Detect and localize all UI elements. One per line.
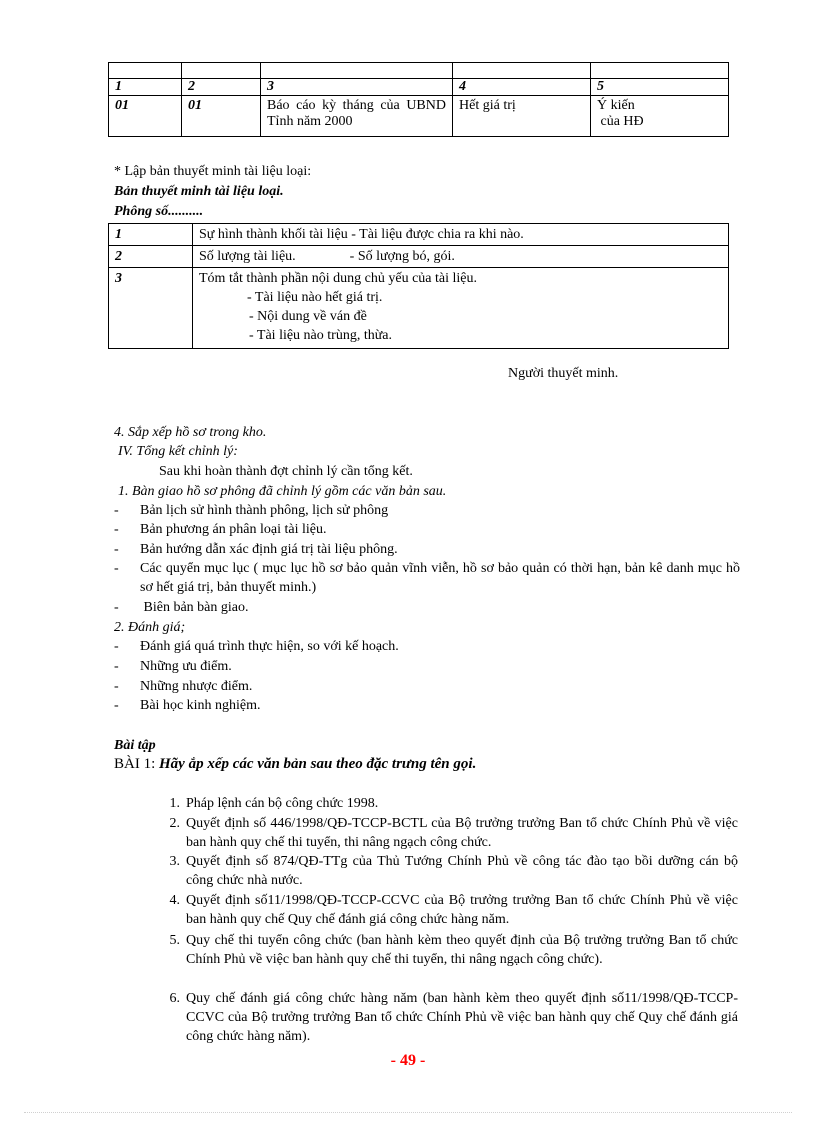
row-text xyxy=(193,246,729,268)
count-bundles: - Số lượng bó, gói. xyxy=(349,249,455,264)
handover-title: 1. Bàn giao hồ sơ phông đã chỉnh lý gồm các văn bản sau. xyxy=(118,484,447,499)
signer: Người thuyết minh. xyxy=(508,366,619,381)
list-item: - Biên bản bàn giao. xyxy=(114,600,249,615)
list-item: - Bài học kinh nghiệm. xyxy=(114,698,261,713)
exercise-1 xyxy=(114,755,476,774)
table-row xyxy=(109,268,729,349)
section-4: 4. Sắp xếp hồ sơ trong kho. xyxy=(114,425,267,440)
count-docs: Số lượng tài liệu. xyxy=(199,249,296,264)
table-row-empty xyxy=(109,63,729,79)
list-item: - Bản phương án phân loại tài liệu. xyxy=(114,522,327,537)
exercise-heading: Bài tập xyxy=(114,738,156,753)
list-item: - Bản lịch sử hình thành phông, lịch sử phông xyxy=(114,503,389,518)
list-item: - Những ưu điểm. xyxy=(114,659,232,674)
header-cell: 5 xyxy=(591,79,729,96)
list-item: - Những nhược điểm. xyxy=(114,679,253,694)
list-item: 2. Quyết định số 446/1998/QĐ-TCCP-BCTL của Bộ trưởng trưởng Ban tổ chức Chính Phủ về việc ban hành quy chế thi tuyển, thi nâng ngạch công chức. xyxy=(169,816,738,850)
page-number: - 49 - xyxy=(390,1052,426,1069)
cell-code-2: 01 xyxy=(182,96,261,137)
summary-item: - Nội dung về ván đề xyxy=(249,309,367,324)
table-header-row xyxy=(109,79,729,96)
section-iv-text: Sau khi hoàn thành đợt chỉnh lý cần tổng kết. xyxy=(159,464,413,479)
table-row xyxy=(109,246,729,268)
table-row xyxy=(109,96,729,137)
note-line: * Lập bản thuyết minh tài liệu loại: xyxy=(114,164,312,179)
list-item: - Đánh giá quá trình thực hiện, so với kế hoạch. xyxy=(114,639,399,654)
header-cell: 4 xyxy=(453,79,591,96)
row-num: 1 xyxy=(109,224,193,246)
opinion-line1: Ý kiến xyxy=(597,98,635,113)
summary-item: - Tài liệu nào hết giá trị. xyxy=(247,290,383,305)
list-item: - Các quyển mục lục ( mục lục hồ sơ bảo quản vĩnh viễn, hồ sơ bảo quản có thời hạn, bản kê danh mục hồ sơ hết giá trị, bản thuyết minh.) xyxy=(114,561,740,595)
list-item: 3. Quyết định số 874/QĐ-TTg của Thủ Tướng Chính Phủ về công tác đào tạo bồi dưỡng cán bộ công chức nhà nước. xyxy=(169,854,738,888)
cell-code-1: 01 xyxy=(109,96,182,137)
list-item: 1. Pháp lệnh cán bộ công chức 1998. xyxy=(169,796,379,811)
footer-divider xyxy=(24,1112,792,1113)
header-cell: 3 xyxy=(261,79,453,96)
archive-table xyxy=(108,62,729,137)
cell-title: Báo cáo kỳ tháng của UBND Tỉnh năm 2000 xyxy=(261,96,453,137)
table-row xyxy=(109,224,729,246)
summary-item: - Tài liệu nào trùng, thừa. xyxy=(249,328,393,343)
row-text xyxy=(193,268,729,349)
header-cell: 1 xyxy=(109,79,182,96)
section-title: Bản thuyết minh tài liệu loại. xyxy=(114,184,284,199)
row-num: 3 xyxy=(109,268,193,349)
phong-so: Phông số.......... xyxy=(114,204,204,219)
cell-status: Hết giá trị xyxy=(453,96,591,137)
header-cell: 2 xyxy=(182,79,261,96)
exercise-1-label: BÀI 1: xyxy=(114,756,159,772)
opinion-line2: của HĐ xyxy=(597,114,644,129)
row-text: Sự hình thành khối tài liệu - Tài liệu được chia ra khi nào. xyxy=(193,224,729,246)
summary-line: Tóm tắt thành phần nội dung chủ yếu của tài liệu. xyxy=(199,271,477,286)
exercise-1-text: Hãy ắp xếp các văn bản sau theo đặc trưng tên gọi. xyxy=(159,756,477,772)
explanation-table xyxy=(108,223,729,349)
list-item: 5. Quy chế thi tuyển công chức (ban hành kèm theo quyết định của Bộ trưởng trưởng Ban tổ chức Chính Phủ về việc ban hành quy chế thi tuyển, thi nâng ngạch công chức). xyxy=(169,933,738,967)
section-evaluation: 2. Đánh giá; xyxy=(114,620,186,635)
row-num: 2 xyxy=(109,246,193,268)
list-item: 6. Quy chế đánh giá công chức hàng năm (ban hành kèm theo quyết định số11/1998/QĐ-TCCP-CCVC của Bộ trưởng trưởng Ban tổ chức Chính Phủ về việc ban hành quy chế Quy chế đánh giá công chức hàng năm). xyxy=(169,991,738,1044)
cell-opinion xyxy=(591,96,729,137)
list-item: - Bản hướng dẫn xác định giá trị tài liệu phông. xyxy=(114,542,398,557)
list-item: 4. Quyết định số11/1998/QĐ-TCCP-CCVC của Bộ trưởng trưởng Ban tổ chức Chính Phủ về việc ban hành quy chế Quy chế đánh giá công chức hàng năm. xyxy=(169,893,738,927)
section-iv: IV. Tổng kết chỉnh lý: xyxy=(118,444,238,459)
